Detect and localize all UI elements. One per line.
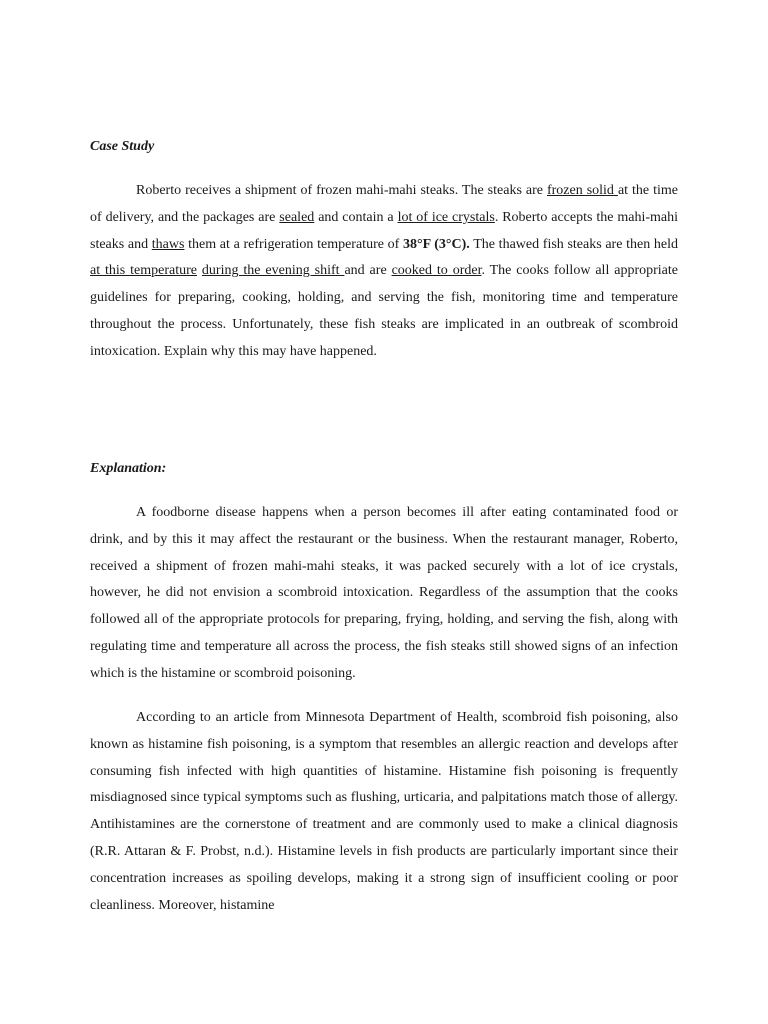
underlined-text: thaws [151,236,185,252]
case-study-paragraph [90,178,678,366]
text-run: Roberto receives a shipment of frozen mahi-mahi steaks. The steaks are [136,183,547,198]
explanation-heading: Explanation: [90,461,167,476]
underlined-text: cooked to order [391,263,482,279]
underlined-text: lot of ice crystals [397,209,495,225]
underlined-text: during the evening shift [201,263,345,279]
text-run: . The cooks follow all appropriate guidelines for preparing, cooking, holding, and serving the fish, monitoring time and temperature throughout the process. Unfortunately, these fish steaks are implicated in an outbreak of scombroid intoxication. Explain why this may have happened. [90,263,678,359]
text-run: and contain a [314,209,398,225]
explanation-paragraph-2: According to an article from Minnesota Department of Health, scombroid fish poisoning, also known as histamine fish poisoning, is a symptom that resembles an allergic reaction and develops after consuming fish infected with high quantities of histamine. Histamine fish poisoning is frequently misdiagnosed since typical symptoms such as flushing, urticaria, and palpitations match those of allergy. Antihistamines are the cornerstone of treatment and are commonly used to make a clinical diagnosis (R.R. Attaran & F. Probst, n.d.). Histamine levels in fish products are particularly important since their concentration increases as spoiling develops, making it a strong sign of insufficient cooling or poor cleanliness. Moreover, histamine [90,710,678,913]
text-run: The thawed fish steaks are then held [469,236,678,252]
underlined-text: sealed [279,209,315,225]
bold-temperature: 38°F (3°C). [402,236,470,252]
explanation-paragraph-1: A foodborne disease happens when a person becomes ill after eating contaminated food or drink, and by this it may affect the restaurant or the business. When the restaurant manager, Roberto, received a shipment of frozen mahi-mahi steaks, it was packed securely with a lot of ice crystals, however, he did not envision a scombroid intoxication. Regardless of the assumption that the cooks followed all of the appropriate protocols for preparing, frying, holding, and serving the fish, along with regulating time and temperature all across the process, the fish steaks still showed signs of an infection which is the histamine or scombroid poisoning. [90,505,678,681]
text-run: at the time of delivery, and the packages are [90,183,679,225]
underlined-text: at this temperature [90,263,197,279]
text-run: them at a refrigeration temperature of [184,236,403,252]
case-study-heading: Case Study [90,139,155,154]
text-run: and are [344,263,392,279]
underlined-text: frozen solid [546,183,618,198]
text-run: . Roberto accepts the mahi-mahi steaks and [90,209,678,252]
